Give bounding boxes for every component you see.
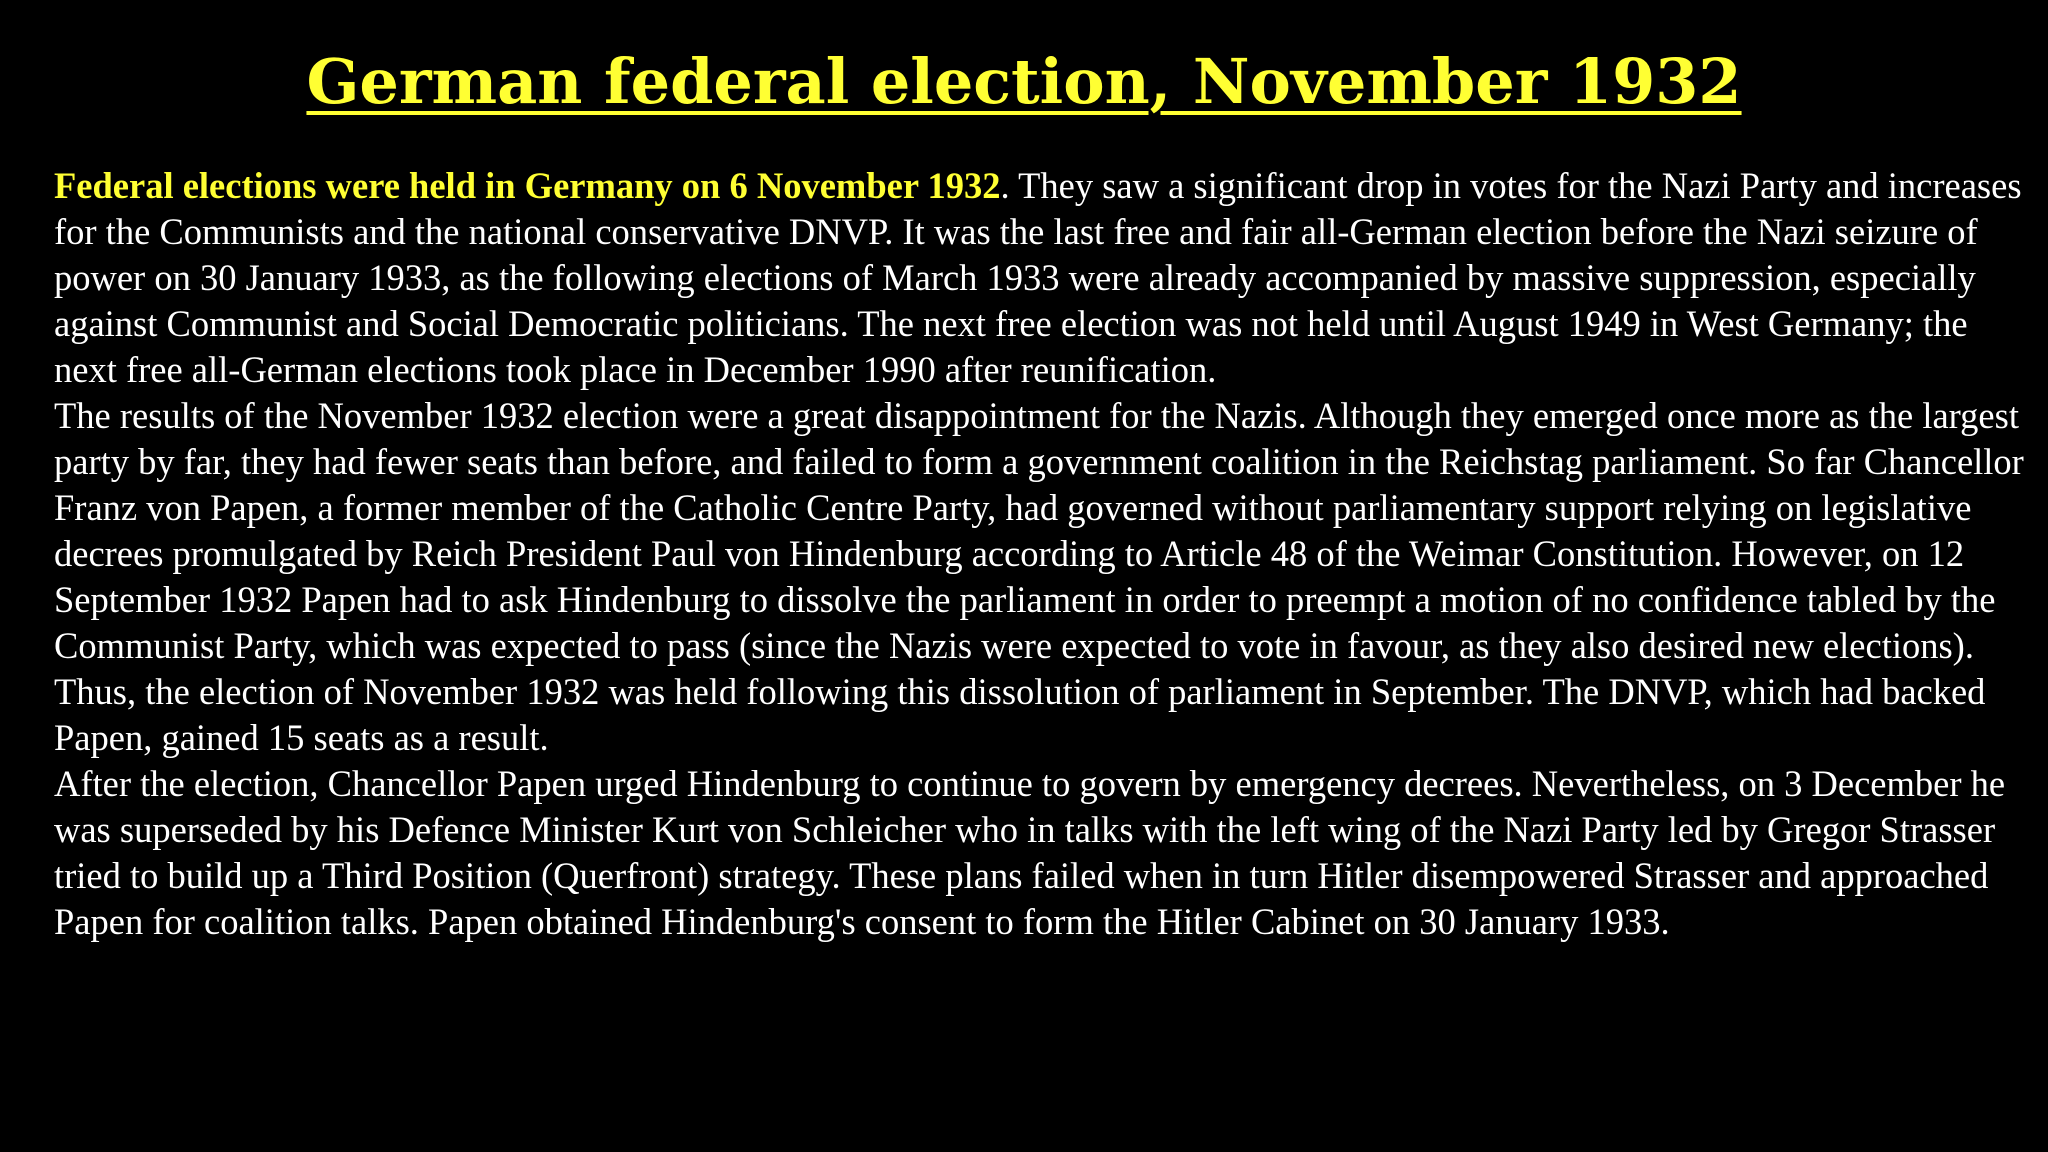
paragraph-aftermath: After the election, Chancellor Papen urged Hindenburg to continue to govern by emergency decrees. Nevertheless, on 3 December he was superseded by his Defence Minister Kurt von Schleicher who in talks with the left wing of the Nazi Party led by Gregor Strasser tried to build up a Third Position (Querfront) strategy. These plans failed when in turn Hitler disempowered Strasser and approached Papen for coalition talks. Papen obtained Hindenburg's consent to form the Hitler Cabinet on 30 January 1933.	[54, 763, 2006, 942]
intro-text: . They saw a significant drop in votes for the Nazi Party and increases for the Communists and the national conservative DNVP. It was the last free and fair all-German election before the Nazi seizure of power on 30 January 1933, as the following elections of March 1933 were already accompanied by massive suppression, especially against Communist and Social Democratic politicians. The next free election was not held until August 1949 in West Germany; the next free all-German elections took place in December 1990 after reunification.	[54, 165, 2022, 390]
paragraph-results: The results of the November 1932 election were a great disappointment for the Nazis. Although they emerged once more as the largest party by far, they had fewer seats than before, and failed to form a government coalition in the Reichstag parliament. So far Chancellor Franz von Papen, a former member of the Catholic Centre Party, had governed without parliamentary support relying on legislative decrees promulgated by Reich President Paul von Hindenburg according to Article 48 of the Weimar Constitution. However, on 12 September 1932 Papen had to ask Hindenburg to dissolve the parliament in order to preempt a motion of no confidence tabled by the Communist Party, which was expected to pass (since the Nazis were expected to vote in favour, as they also desired new elections). Thus, the election of November 1932 was held following this dissolution of parliament in September. The DNVP, which had backed Papen, gained 15 seats as a result.	[54, 395, 2024, 758]
slide-body	[54, 163, 2029, 945]
paragraph-intro	[54, 163, 2029, 393]
slide-title: German federal election, November 1932	[306, 45, 1742, 118]
intro-highlight: Federal elections were held in Germany on 6 November 1932	[54, 165, 1001, 206]
